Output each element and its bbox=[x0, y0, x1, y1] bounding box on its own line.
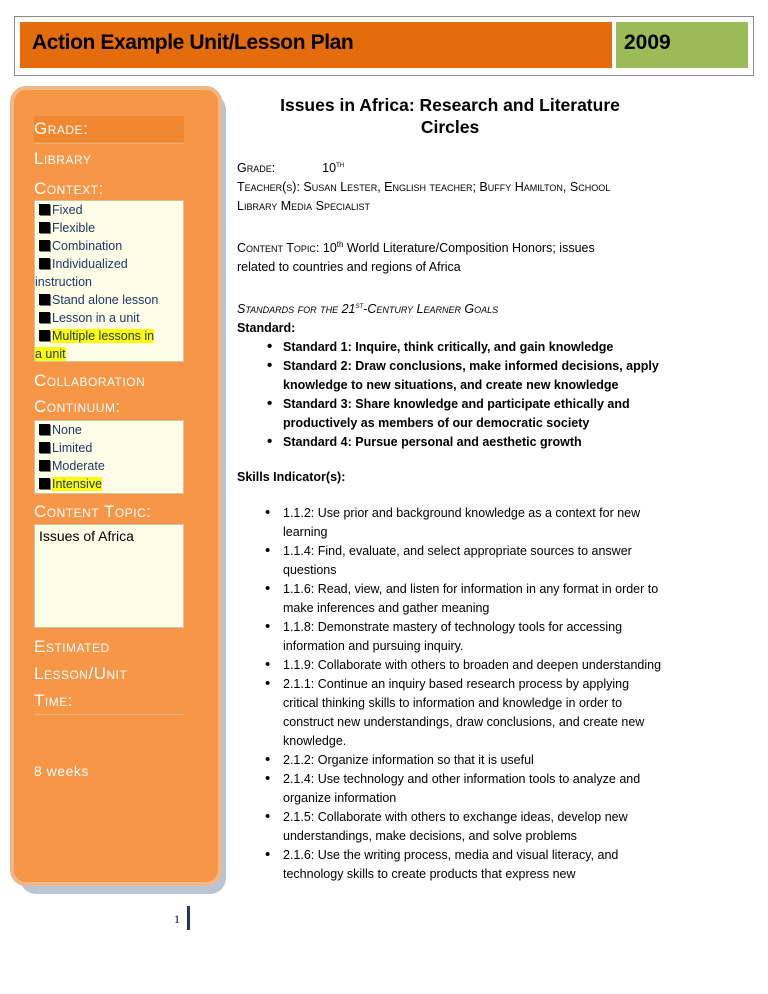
time-value: 8 weeks bbox=[34, 763, 89, 779]
collab-options-box bbox=[34, 420, 184, 494]
skills-list bbox=[237, 504, 662, 884]
teacher-line-1: Teacher(s): Susan Lester, English teacher; Buffy Hamilton, School bbox=[237, 180, 611, 195]
library-label-1: Library bbox=[34, 149, 92, 168]
document-year: 2009 bbox=[624, 31, 671, 54]
content-topic-line-2: related to countries and regions of Africa bbox=[237, 260, 461, 275]
option-multiple-lessons-cont: a unit bbox=[35, 347, 66, 361]
time-label-2: Lesson/Unit bbox=[34, 664, 128, 683]
checkbox-icon bbox=[39, 330, 50, 341]
list-item: • Standard 3: Share knowledge and participate ethically and productively as members of our democratic society bbox=[267, 395, 662, 433]
checkbox-icon bbox=[39, 222, 50, 233]
option-intensive: Intensive bbox=[35, 475, 183, 493]
collab-label-2: Continuum: bbox=[34, 397, 121, 416]
option-moderate: Moderate bbox=[35, 457, 183, 475]
checkbox-icon bbox=[39, 294, 50, 305]
list-item: • 1.1.9: Collaborate with others to broaden and deepen understanding bbox=[265, 656, 662, 675]
option-multiple-lessons: Multiple lessons in bbox=[35, 327, 183, 345]
grade-line: Grade: 10th bbox=[237, 160, 345, 176]
list-item: • 2.1.5: Collaborate with others to exchange ideas, develop new understandings, make decisions, and solve problems bbox=[265, 808, 662, 846]
lesson-body bbox=[237, 155, 662, 884]
checkbox-icon bbox=[39, 204, 50, 215]
checkbox-icon bbox=[39, 312, 50, 323]
library-options-box bbox=[34, 200, 184, 362]
option-fixed: Fixed bbox=[35, 201, 183, 219]
sidebar-content bbox=[34, 116, 188, 862]
list-item: • 2.1.1: Continue an inquiry based research process by applying critical thinking skills to information and knowledge in order to construct new understandings, draw conclusions, and create new knowledge. bbox=[265, 675, 662, 751]
topic-value: Issues of Africa bbox=[39, 528, 134, 544]
list-item: • 1.1.6: Read, view, and listen for information in any format in order to make inferences and gather meaning bbox=[265, 580, 662, 618]
option-flexible: Flexible bbox=[35, 219, 183, 237]
checkbox-icon bbox=[39, 424, 50, 435]
list-item: • 2.1.6: Use the writing process, media and visual literacy, and technology skills to create products that express new bbox=[265, 846, 662, 884]
list-item: • 2.1.4: Use technology and other information tools to analyze and organize information bbox=[265, 770, 662, 808]
divider bbox=[34, 714, 184, 715]
option-limited: Limited bbox=[35, 439, 183, 457]
teacher-line-2: Library Media Specialist bbox=[237, 199, 371, 214]
page-number: 1 bbox=[174, 912, 180, 926]
divider bbox=[34, 143, 184, 144]
option-combination: Combination bbox=[35, 237, 183, 255]
page-number-bar bbox=[187, 906, 190, 930]
list-item: • Standard 1: Inquire, think critically, and gain knowledge bbox=[267, 338, 662, 357]
list-item: • 1.1.2: Use prior and background knowledge as a context for new learning bbox=[265, 504, 662, 542]
checkbox-icon bbox=[39, 258, 50, 269]
document-title: Action Example Unit/Lesson Plan bbox=[32, 31, 354, 54]
standard-label: Standard: bbox=[237, 321, 296, 336]
topic-label: Content Topic: bbox=[34, 502, 152, 521]
time-label-3: Time: bbox=[34, 691, 73, 710]
standards-heading: Standards for the 21st-Century Learner Goals bbox=[237, 301, 499, 317]
checkbox-icon bbox=[39, 478, 50, 489]
option-stand-alone: Stand alone lesson bbox=[35, 291, 183, 309]
option-none: None bbox=[35, 421, 183, 439]
checkbox-icon bbox=[39, 442, 50, 453]
checkbox-icon bbox=[39, 240, 50, 251]
list-item: • 1.1.8: Demonstrate mastery of technology tools for accessing information and pursuing inquiry. bbox=[265, 618, 662, 656]
collab-label-1: Collaboration bbox=[34, 371, 146, 390]
library-label-2: Context: bbox=[34, 179, 104, 198]
list-item: • 1.1.4: Find, evaluate, and select appropriate sources to answer questions bbox=[265, 542, 662, 580]
skills-label: Skills Indicator(s): bbox=[237, 470, 346, 485]
grade-label: Grade: bbox=[34, 119, 89, 138]
lesson-title: Issues in Africa: Research and Literature Circles bbox=[280, 95, 620, 137]
standards-list bbox=[237, 338, 662, 452]
option-individualized: Individualized bbox=[35, 255, 183, 273]
checkbox-icon bbox=[39, 460, 50, 471]
option-lesson-in-unit: Lesson in a unit bbox=[35, 309, 183, 327]
option-individualized-cont: instruction bbox=[35, 275, 92, 289]
list-item: • 2.1.2: Organize information so that it is useful bbox=[265, 751, 662, 770]
list-item: • Standard 2: Draw conclusions, make informed decisions, apply knowledge to new situations, and create new knowledge bbox=[267, 357, 662, 395]
content-topic-line: Content Topic: 10th World Literature/Composition Honors; issues bbox=[237, 240, 595, 256]
topic-box bbox=[34, 524, 184, 628]
list-item: • Standard 4: Pursue personal and aesthetic growth bbox=[267, 433, 662, 452]
time-label-1: Estimated bbox=[34, 637, 110, 656]
